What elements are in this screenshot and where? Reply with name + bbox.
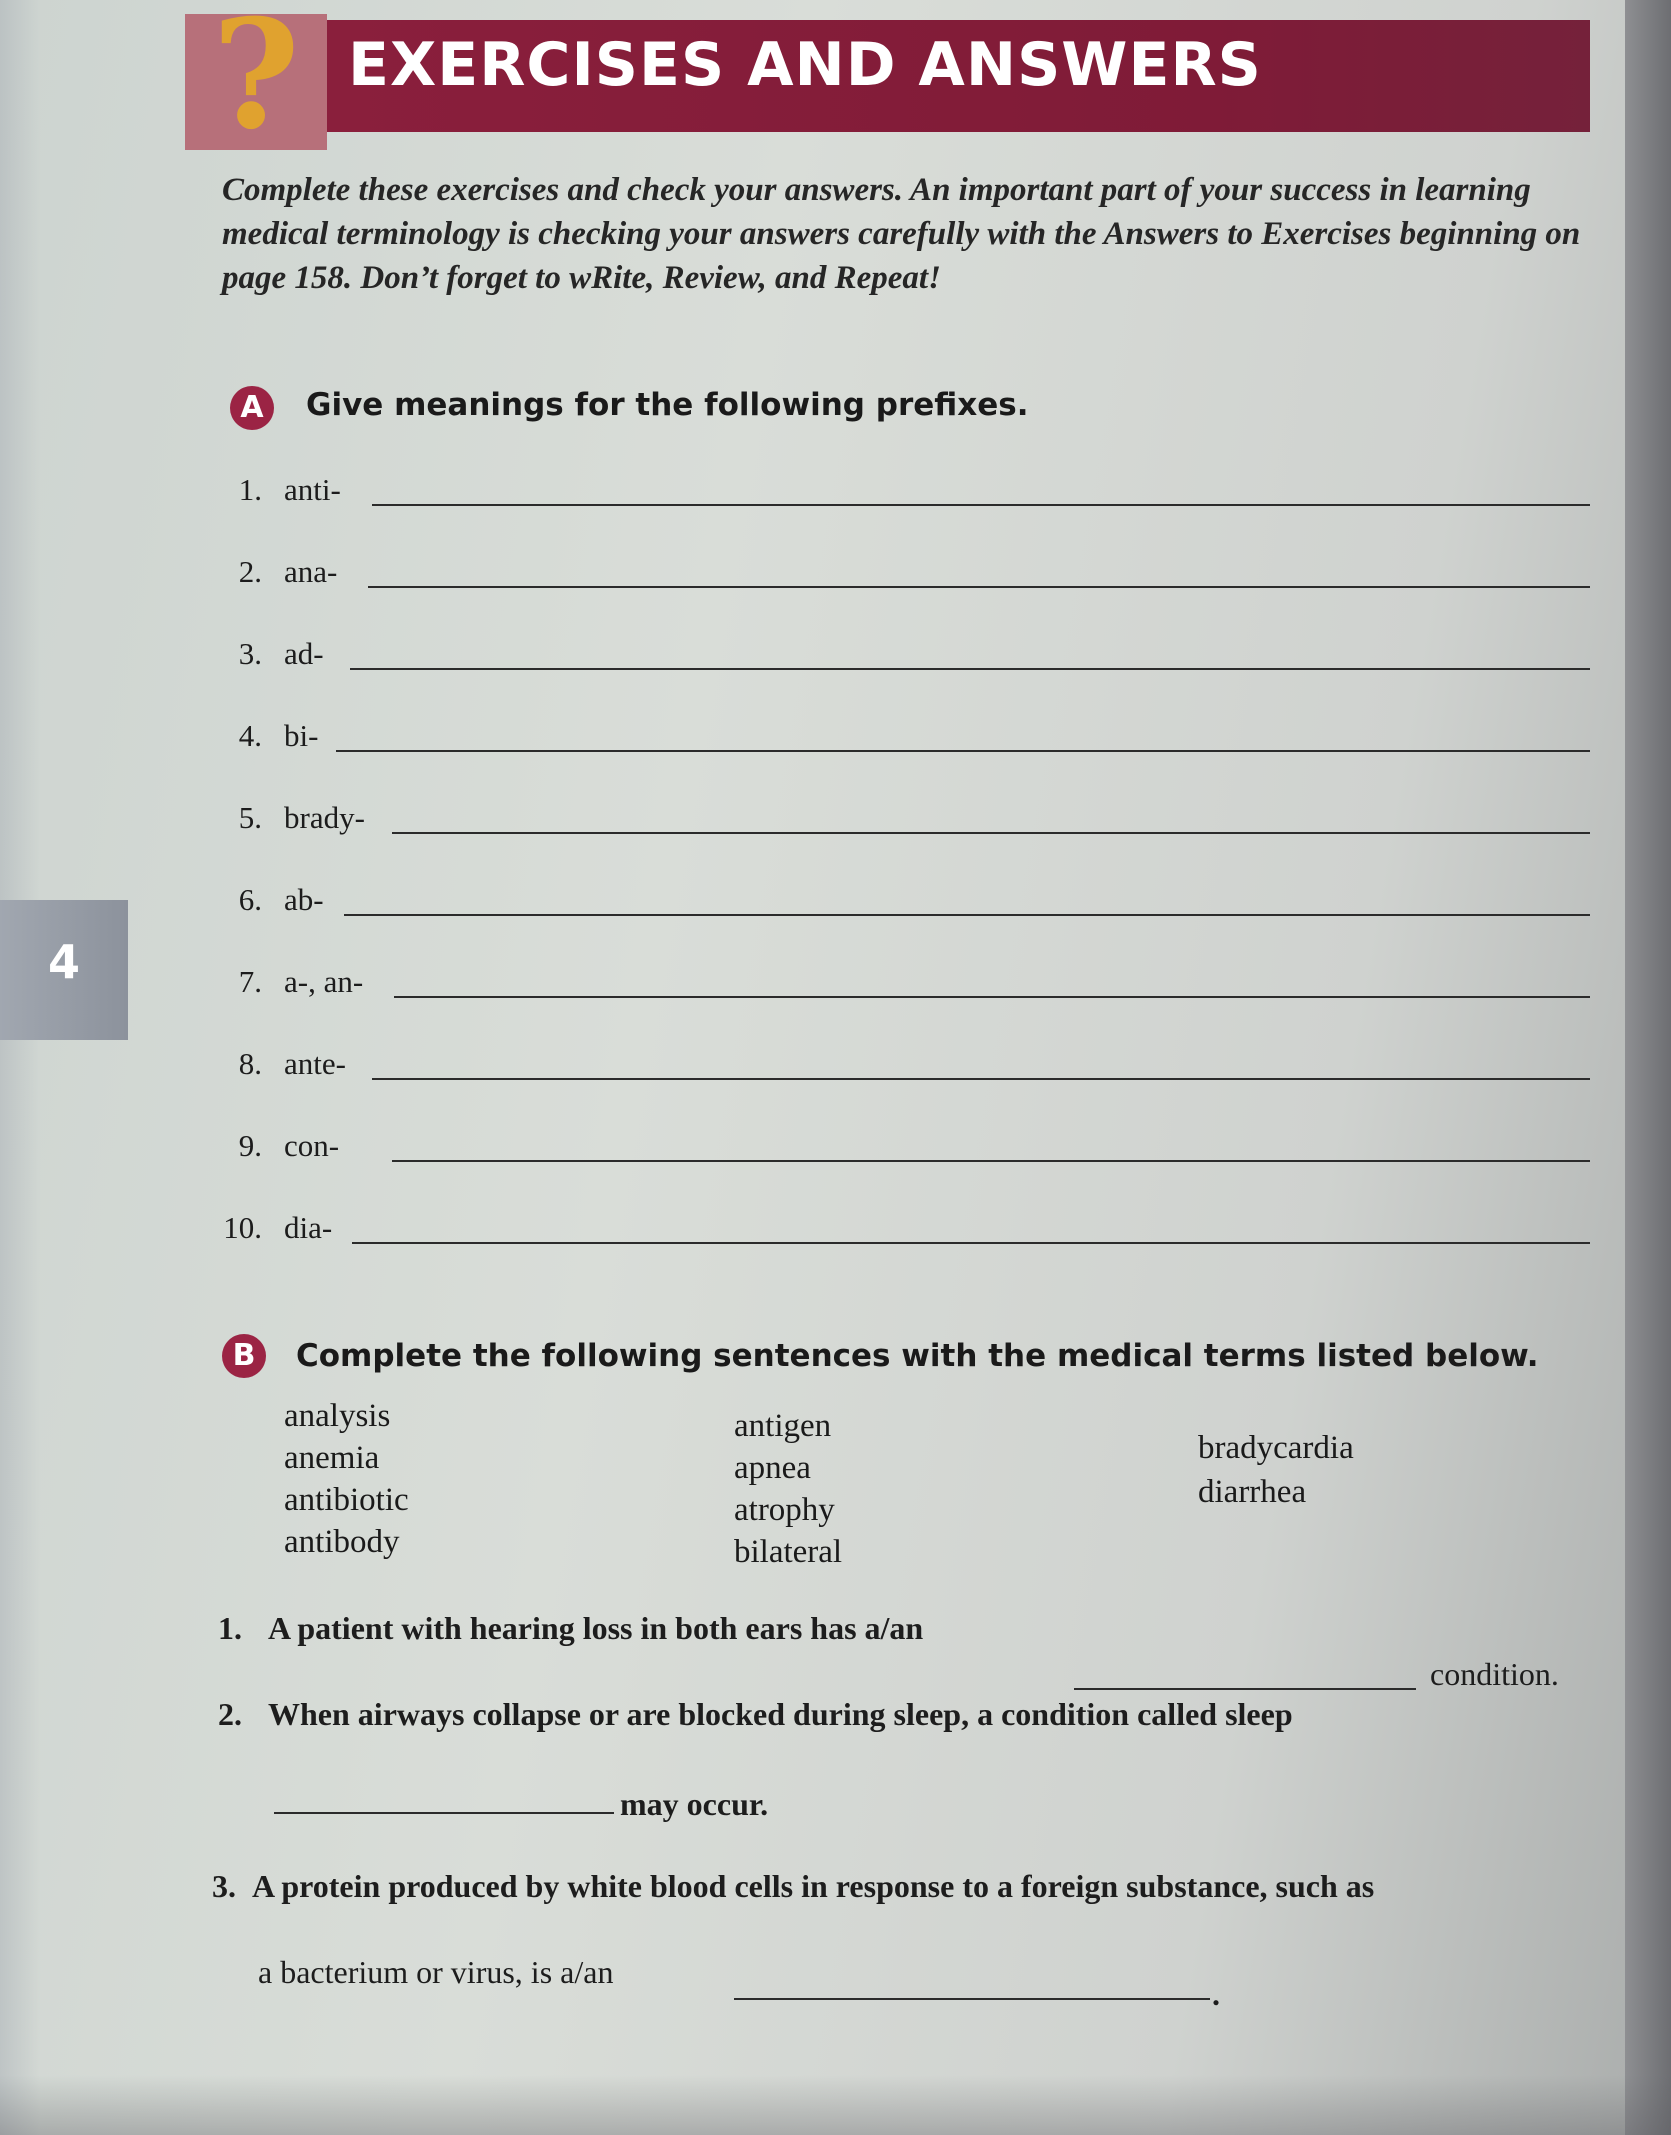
sentence-text: When airways collapse or are blocked during sleep, a condition called sleep (268, 1696, 1293, 1732)
answer-blank[interactable] (274, 1812, 614, 1814)
answer-line[interactable] (392, 832, 1590, 834)
answer-blank[interactable] (734, 1998, 1210, 2000)
item-number: 5. (238, 800, 262, 835)
list-item (0, 800, 1590, 850)
answer-line[interactable] (372, 1078, 1590, 1080)
list-item (0, 554, 1590, 604)
prefix-label: ante- (284, 1046, 346, 1081)
answer-line[interactable] (344, 914, 1590, 916)
section-b-badge: B (222, 1334, 266, 1378)
sentence-text: A protein produced by white blood cells in response to a foreign substance, such as (252, 1868, 1375, 1904)
item-number: 4. (238, 718, 262, 753)
item-number: 3. (238, 636, 262, 671)
answer-blank[interactable] (1074, 1688, 1416, 1690)
sentence-text: A patient with hearing loss in both ears has a/an (268, 1610, 924, 1646)
item-number: 2. (238, 554, 262, 589)
page-edge-shadow (1625, 0, 1671, 2135)
section-a-badge: A (230, 386, 274, 430)
sentence-ending: may occur. (620, 1786, 769, 1822)
term-apnea: apnea (734, 1450, 811, 1486)
sentence-ending: condition. (1430, 1656, 1559, 1692)
list-item (0, 964, 1590, 1014)
answer-line[interactable] (336, 750, 1590, 752)
answer-line[interactable] (350, 668, 1590, 670)
list-item (0, 472, 1590, 522)
chapter-number: 4 (47, 935, 80, 989)
item-number: 9. (238, 1128, 262, 1163)
term-antibiotic: antibiotic (284, 1482, 409, 1518)
sentence-text-line2: a bacterium or virus, is a/an (258, 1954, 614, 1990)
prefix-label: anti- (284, 472, 341, 507)
term-atrophy: atrophy (734, 1492, 835, 1528)
question-box (185, 0, 327, 163)
item-number: 8. (238, 1046, 262, 1081)
item-number: 7. (238, 964, 262, 999)
term-bradycardia: bradycardia (1198, 1430, 1354, 1466)
answer-line[interactable] (368, 586, 1590, 588)
prefix-label: ab- (284, 882, 324, 917)
answer-line[interactable] (394, 996, 1590, 998)
list-item (0, 718, 1590, 768)
list-item (0, 1128, 1590, 1178)
sentence-number: 3. (212, 1868, 236, 1904)
term-bilateral: bilateral (734, 1534, 843, 1570)
prefix-label: brady- (284, 800, 365, 835)
list-item (0, 1210, 1590, 1260)
term-diarrhea: diarrhea (1198, 1474, 1307, 1510)
prefix-label: ad- (284, 636, 324, 671)
term-antigen: antigen (734, 1408, 832, 1444)
prefix-label: a-, an- (284, 964, 364, 999)
answer-line[interactable] (352, 1242, 1590, 1244)
list-item (0, 882, 1590, 932)
page-title: EXERCISES AND ANSWERS (348, 30, 1262, 100)
item-number: 6. (238, 882, 262, 917)
prefix-label: bi- (284, 718, 319, 753)
section-b-title: Complete the following sentences with the medical terms listed below. (296, 1338, 1539, 1374)
term-analysis: analysis (284, 1398, 391, 1434)
sentence-number: 1. (218, 1610, 242, 1646)
prefix-label: ana- (284, 554, 338, 589)
term-antibody: antibody (284, 1524, 400, 1560)
item-number: 1. (238, 472, 262, 507)
page-bottom-shadow (0, 2075, 1671, 2135)
sentence-ending: . (1212, 1976, 1220, 2012)
sentence-number: 2. (218, 1696, 242, 1732)
list-item (0, 1046, 1590, 1096)
question-mark-icon: ? (212, 0, 300, 163)
prefix-label: dia- (284, 1210, 333, 1245)
answer-line[interactable] (372, 504, 1590, 506)
section-a-title: Give meanings for the following prefixes. (306, 387, 1029, 423)
term-anemia: anemia (284, 1440, 380, 1476)
list-item (0, 636, 1590, 686)
item-number: 10. (223, 1210, 262, 1245)
prefix-label: con- (284, 1128, 340, 1163)
intro-paragraph: Complete these exercises and check your answers. An important part of your success in learning medical terminology is checking your answers carefully with the Answers to Exercises beginning on page 158. Don’t forget to wRite, Review, and Repeat! (222, 172, 1581, 296)
answer-line[interactable] (392, 1160, 1590, 1162)
